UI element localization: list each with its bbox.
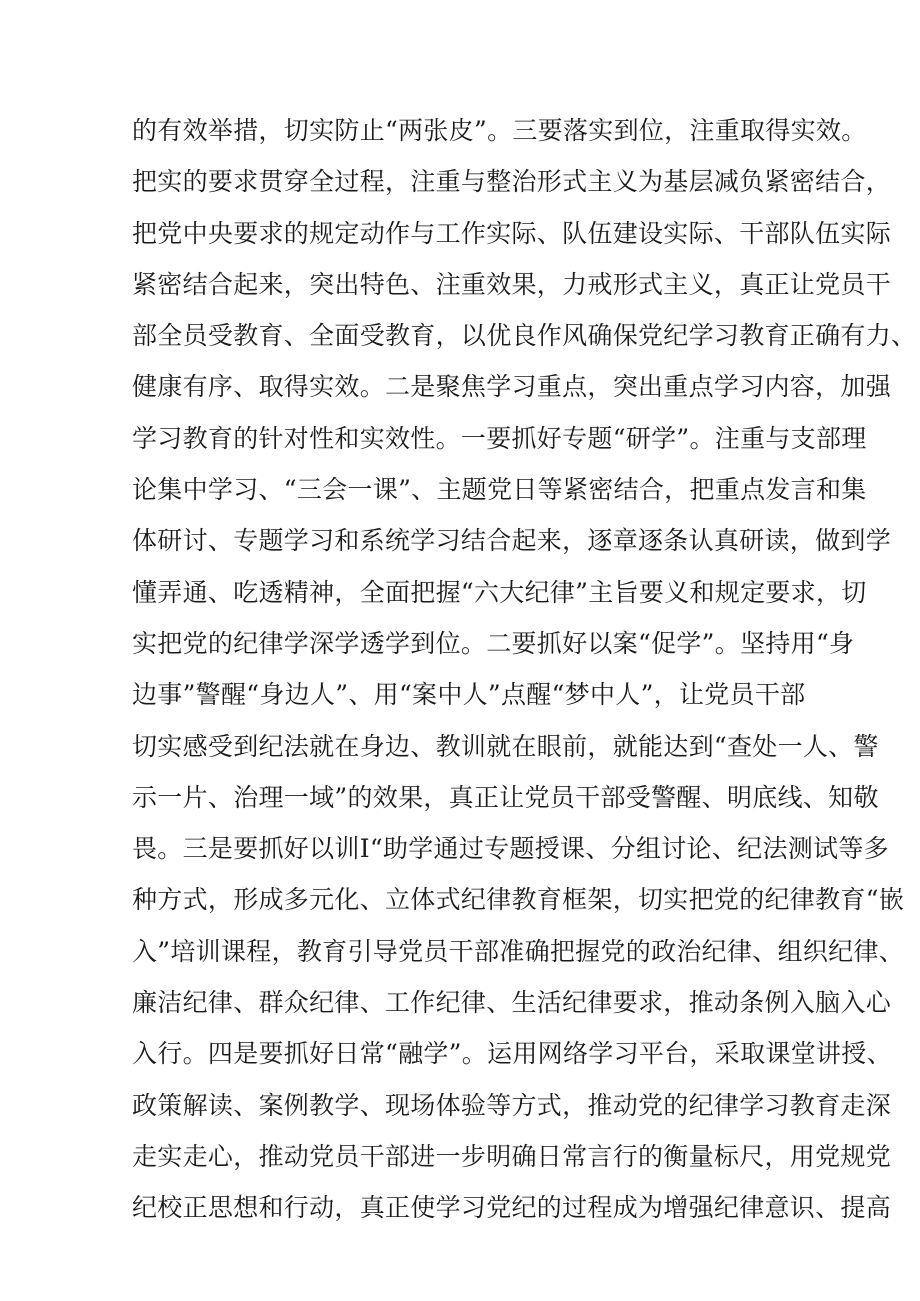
text-line-19: 入行。四是要抓好日常“融学”。运用网络学习平台，采取课堂讲授、 [132, 1039, 892, 1069]
text-line-10: 懂弄通、吃透精神，全面把握“六大纪律”主旨要义和规定要求，切 [132, 577, 867, 607]
text-line-20: 政策解读、案例教学、现场体验等方式，推动党的纪律学习教育走深 [132, 1090, 892, 1120]
text-line-9: 体研讨、专题学习和系统学习结合起来，逐章逐条认真研读，做到学 [132, 526, 892, 556]
text-line-5: 部全员受教育、全面受教育，以优良作风确保党纪学习教育正确有力、 [132, 321, 917, 351]
text-line-21: 走实走心，推动党员干部进一步明确日常言行的衡量标尺，用党规党 [132, 1141, 892, 1171]
text-line-15: 畏。三是要抓好以训I“助学通过专题授课、分组讨论、纪法测试等多 [132, 834, 889, 864]
body-text [132, 105, 917, 1234]
text-line-2: 把实的要求贯穿全过程，注重与整治形式主义为基层减负紧密结合， [132, 167, 892, 197]
text-line-18: 廉洁纪律、群众纪律、工作纪律、生活纪律要求，推动条例入脑入心 [132, 988, 892, 1018]
text-line-17: 入”培训课程，教育引导党员干部准确把握党的政治纪律、组织纪律、 [132, 936, 905, 966]
text-line-6: 健康有序、取得实效。二是聚焦学习重点，突出重点学习内容，加强 [132, 372, 892, 402]
text-line-11: 实把党的纪律学深学透学到位。二要抓好以案“促学”。坚持用“身 [132, 628, 855, 658]
text-line-22: 纪校正思想和行动，真正使学习党纪的过程成为增强纪律意识、提高 [132, 1193, 892, 1223]
text-line-1: 的有效举措，切实防止“两张皮”。三要落实到位，注重取得实效。 [132, 116, 867, 145]
text-line-4: 紧密结合起来，突出特色、注重效果，力戒形式主义，真正让党员干 [132, 269, 892, 299]
text-line-13: 切实感受到纪法就在身边、教训就在眼前，就能达到“查处一人、警 [132, 731, 879, 761]
text-line-12: 边事”警醒“身边人”、用“案中人”点醒“梦中人”，让党员干部 [132, 680, 806, 710]
text-line-14: 示一片、治理一域”的效果，真正让党员干部受警醒、明底线、知敬 [132, 782, 879, 812]
text-line-8: 论集中学习、“三会一课”、主题党日等紧密结合，把重点发言和集 [132, 475, 867, 505]
text-line-3: 把党中央要求的规定动作与工作实际、队伍建设实际、干部队伍实际 [132, 218, 892, 248]
text-line-16: 种方式，形成多元化、立体式纪律教育框架，切实把党的纪律教育“嵌 [132, 885, 905, 915]
text-line-7: 学习教育的针对性和实效性。一要抓好专题“研学”。注重与支部理 [132, 423, 867, 453]
